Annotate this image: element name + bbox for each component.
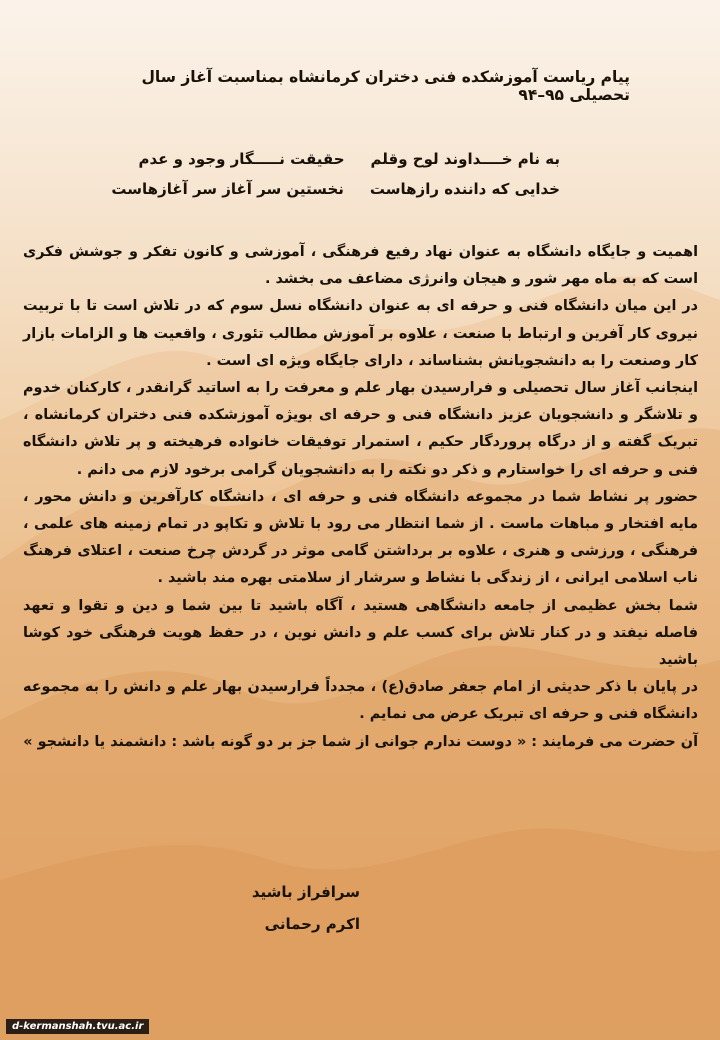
letter-body bbox=[23, 239, 698, 756]
poem-hemistich: به نام خــــداوند لوح وقلم bbox=[370, 150, 560, 168]
poem-hemistich: خدایی که داننده رازهاست bbox=[369, 180, 560, 198]
closing-salutation: سرافراز باشید bbox=[251, 883, 360, 901]
opening-poem bbox=[111, 144, 560, 204]
poem-hemistich: نخستین سر آغاز سر آغازهاست bbox=[111, 180, 344, 198]
body-paragraph: شما بخش عظیمی از جامعه دانشگاهی هستید ، آگاه باشید تا بین شما و دین و تقوا و تعهد فاصله نیفتد و در کنار تلاش برای کسب علم و دانش نوین ، در حفظ هویت فرهنگی خود کوشا باشید bbox=[23, 597, 698, 669]
poem-line bbox=[111, 174, 560, 204]
body-paragraph: اهمیت و جایگاه دانشگاه به عنوان نهاد رفیع فرهنگی ، آموزشی و کانون تفکر و جوشش فکری است که به ماه مهر شور و هیجان وانرژی مضاعف می بخشد . bbox=[23, 244, 698, 288]
page-title: پیام ریاست آموزشکده فنی دختران کرمانشاه بمناسبت آغاز سال تحصیلی ۹۵–۹۴ bbox=[141, 68, 630, 104]
body-paragraph: آن حضرت می فرمایند : « دوست ندارم جوانی از شما جز بر دو گونه باشد : دانشمند یا دانشجو » bbox=[23, 733, 698, 750]
signature-name: اکرم رحمانی bbox=[264, 915, 360, 933]
body-paragraph: در این میان دانشگاه فنی و حرفه ای به عنوان دانشگاه نسل سوم که در تلاش است تا با تربیت نیروی کار آفرین و ارتباط با صنعت ، علاوه بر آموزش مطالب تئوری ، واقعیت ها و الزامات بازار کار وصنعت را به دانشجویانش بشناساند ، دارای جایگاه ویژه ای است . bbox=[23, 298, 698, 369]
body-paragraph: اینجانب آغاز سال تحصیلی و فرارسیدن بهار علم و معرفت را به اساتید گرانقدر ، کارکنان خدوم و تلاشگر و دانشجویان عزیز دانشگاه فنی و حرفه ای بویژه آموزشکده فنی دختران کرمانشاه ، تبریک گفته و از درگاه پروردگار حکیم ، استمرار توفیقات خانواده فرهیخته و پر تلاش دانشگاه فنی و حرفه ای را خواستارم و ذکر دو نکته را به دانشجویان گرامی برخود لازم می دانم . bbox=[23, 380, 698, 478]
poem-line bbox=[138, 144, 560, 174]
body-paragraph: در پایان با ذکر حدیثی از امام جعفر صادق(ع) ، مجدداً فرارسیدن بهار علم و دانش را به مجموعه دانشگاه فنی و حرفه ای تبریک عرض می نمایم . bbox=[23, 679, 698, 723]
footer-website-link[interactable]: d-kermanshah.tvu.ac.ir bbox=[6, 1019, 149, 1034]
body-paragraph: حضور پر نشاط شما در مجموعه دانشگاه فنی و حرفه ای ، دانشگاه کارآفرین و دانش محور ، مایه افتخار و مباهات ماست . از شما انتظار می رود با تلاش و تکاپو در تمام زمینه های علمی ، فرهنگی ، ورزشی و هنری ، علاوه بر برداشتن گامی موثر در گردش چرخ صنعت ، اعتلای فرهنگ ناب اسلامی ایرانی ، از زندگی با نشاط و سرشار از سلامتی بهره مند باشید . bbox=[23, 488, 698, 587]
poem-hemistich: حقیقت نـــــگار وجود و عدم bbox=[138, 150, 345, 168]
letter-closing bbox=[240, 876, 360, 940]
